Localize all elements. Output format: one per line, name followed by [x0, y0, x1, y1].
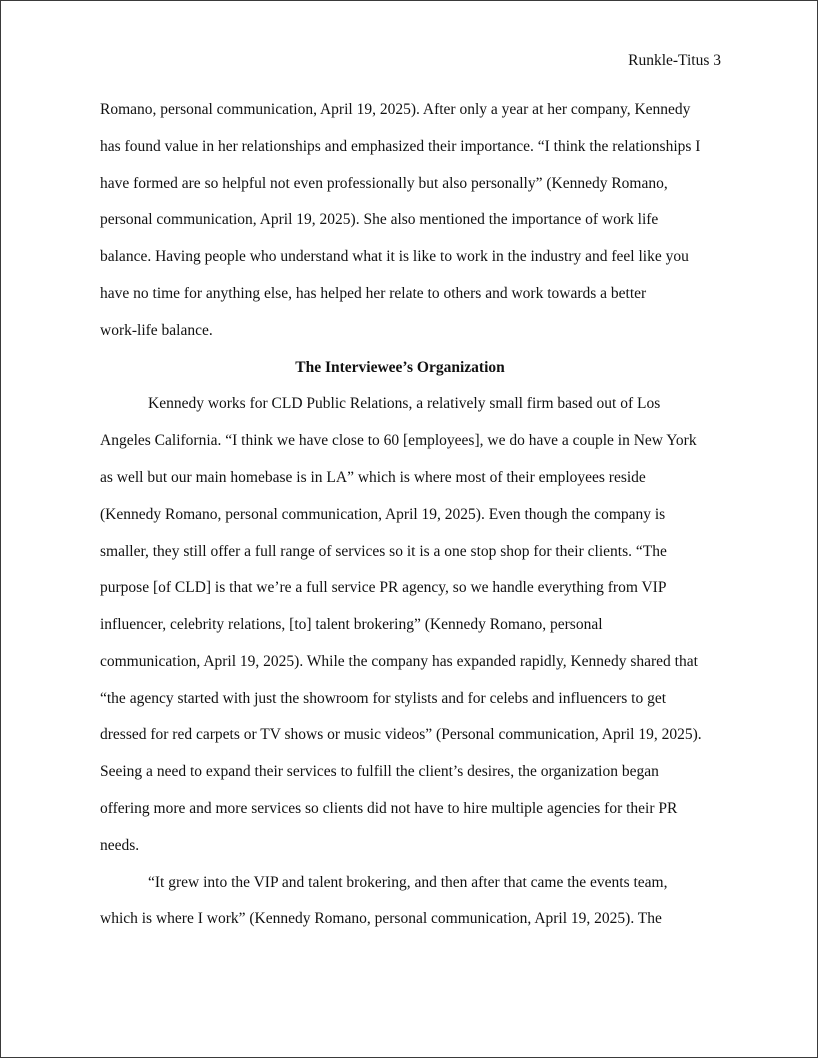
text-line: smaller, they still offer a full range of services so it is a one stop shop for their clients. “The: [100, 543, 667, 560]
text-line: balance. Having people who understand what it is like to work in the industry and feel like you: [100, 248, 689, 265]
text-line: Romano, personal communication, April 19, 2025). After only a year at her company, Kennedy: [100, 101, 691, 118]
text-line: has found value in her relationships and emphasized their importance. “I think the relationships I: [100, 138, 701, 155]
text-line: purpose [of CLD] is that we’re a full service PR agency, so we handle everything from VIP: [100, 579, 667, 596]
text-line: Angeles California. “I think we have close to 60 [employees], we do have a couple in New York: [100, 432, 697, 449]
text-line: communication, April 19, 2025). While the company has expanded rapidly, Kennedy shared that: [100, 653, 698, 670]
text-line: “the agency started with just the showroom for stylists and for celebs and influencers to get: [100, 690, 667, 707]
text-line: have formed are so helpful not even professionally but also personally” (Kennedy Romano,: [100, 175, 668, 192]
text-line: “It grew into the VIP and talent brokering, and then after that came the events team,: [148, 874, 668, 891]
text-line: Seeing a need to expand their services to fulfill the client’s desires, the organization began: [100, 763, 659, 780]
text-line: (Kennedy Romano, personal communication, April 19, 2025). Even though the company is: [100, 506, 666, 523]
text-line: needs.: [100, 837, 140, 854]
section-heading: The Interviewee’s Organization: [295, 359, 505, 376]
text-line: dressed for red carpets or TV shows or music videos” (Personal communication, April 19, 2025).: [100, 726, 702, 743]
text-line: Kennedy works for CLD Public Relations, a relatively small firm based out of Los: [148, 395, 661, 412]
text-line: offering more and more services so clients did not have to hire multiple agencies for their PR: [100, 800, 678, 817]
text-line: personal communication, April 19, 2025). She also mentioned the importance of work life: [100, 211, 659, 228]
text-line: have no time for anything else, has helped her relate to others and work towards a better: [100, 285, 647, 302]
running-head: Runkle-Titus 3: [628, 52, 721, 69]
text-line: influencer, celebrity relations, [to] talent brokering” (Kennedy Romano, personal: [100, 616, 603, 633]
text-line: as well but our main homebase is in LA” which is where most of their employees reside: [100, 469, 646, 486]
text-line: which is where I work” (Kennedy Romano, personal communication, April 19, 2025). The: [100, 910, 662, 927]
text-line: work-life balance.: [100, 322, 213, 339]
